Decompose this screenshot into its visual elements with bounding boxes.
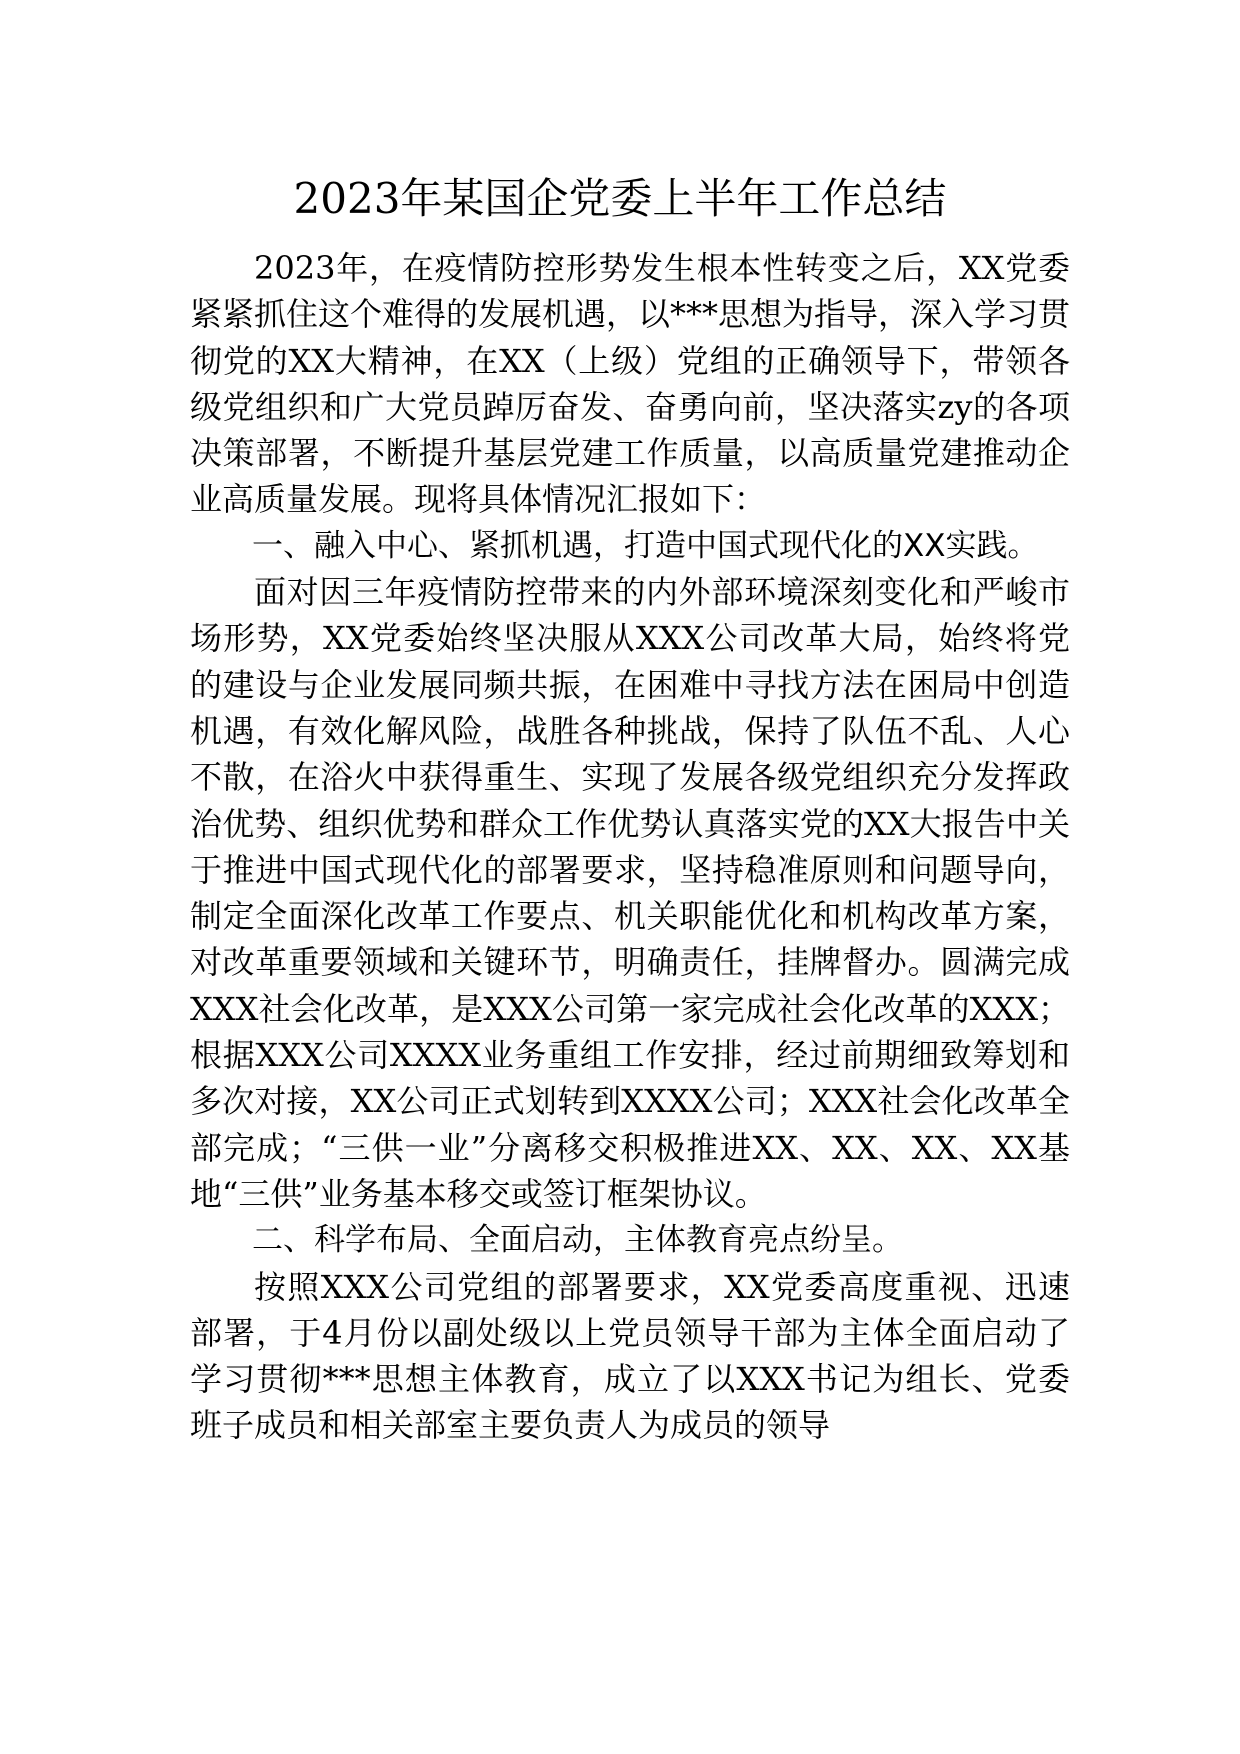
section-heading-1: 一、融入中心、紧抓机遇，打造中国式现代化的XX实践。 [252, 527, 1039, 564]
intro-paragraph: 2023年，在疫情防控形势发生根本性转变之后，XX党委紧紧抓住这个难得的发展机遇，以***思想为指导，深入学习贯彻党的XX大精神，在XX（上级）党组的正确领导下，带领各级党组织和广大党员踔厉奋发、奋勇向前，坚决落实zy的各项决策部署，不断提升基层党建工作质量，以高质量党建推动企业高质量发展。现将具体情况汇报如下： [190, 249, 1071, 519]
section-1-paragraph: 面对因三年疫情防控带来的内外部环境深刻变化和严峻市场形势，XX党委始终坚决服从XXX公司改革大局，始终将党的建设与企业发展同频共振，在困难中寻找方法在困局中创造机遇，有效化解风险，战胜各种挑战，保持了队伍不乱、人心不散，在浴火中获得重生、实现了发展各级党组织充分发挥政治优势、组织优势和群众工作优势认真落实党的XX大报告中关于推进中国式现代化的部署要求，坚持稳准原则和问题导向，制定全面深化改革工作要点、机关职能优化和机构改革方案，对改革重要领域和关键环节，明确责任，挂牌督办。圆满完成XXX社会化改革，是XXX公司第一家完成社会化改革的XXX；根据XXX公司XXXX业务重组工作安排，经过前期细致筹划和多次对接，XX公司正式划转到XXXX公司；XXX社会化改革全部完成；“三供一业”分离移交积极推进XX、XX、XX、XX基地“三供”业务基本移交或签订框架协议。 [190, 573, 1070, 1213]
document-body [190, 245, 1070, 1449]
section-2-paragraph: 按照XXX公司党组的部署要求，XX党委高度重视、迅速部署，于4月份以副处级以上党员领导干部为主体全面启动了学习贯彻***思想主体教育，成立了以XXX书记为组长、党委班子成员和相关部室主要负责人为成员的领导 [190, 1267, 1070, 1445]
document-title: 2023年某国企党委上半年工作总结 [293, 174, 947, 223]
section-heading-2: 二、科学布局、全面启动，主体教育亮点纷呈。 [252, 1222, 903, 1259]
